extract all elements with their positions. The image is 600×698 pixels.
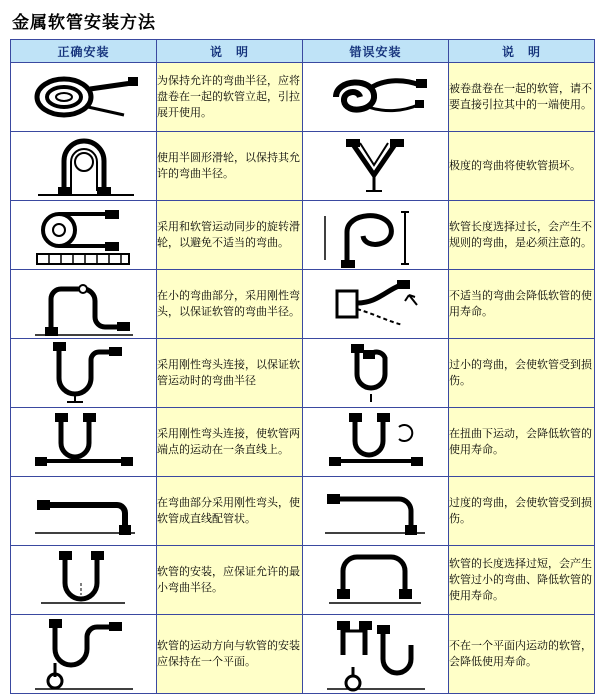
different-plane-motion-icon bbox=[313, 615, 439, 693]
wrong-illustration-name bbox=[376, 693, 377, 694]
header-correct-installation: 正确安装 bbox=[11, 40, 157, 63]
wrong-illustration-cell bbox=[303, 615, 449, 694]
rotating-sheave-chain-icon bbox=[21, 202, 147, 268]
table-header-row bbox=[11, 40, 595, 63]
excess-length-small-bend-icon bbox=[313, 549, 439, 611]
rigid-elbow-u-loop-icon bbox=[21, 340, 147, 406]
over-bend-hose-icon bbox=[313, 483, 439, 539]
semicircular-sheave-icon bbox=[24, 135, 144, 197]
wrong-description: 极度的弯曲将使软管损坏。 bbox=[449, 132, 595, 201]
twisted-u-hose-icon bbox=[313, 411, 439, 473]
correct-illustration-name bbox=[84, 197, 85, 198]
correct-illustration-cell bbox=[11, 270, 157, 339]
wrong-illustration-cell bbox=[303, 408, 449, 477]
coiled-hose-pulled-icon bbox=[316, 67, 436, 127]
table-body bbox=[11, 63, 595, 694]
wrong-illustration-cell bbox=[303, 339, 449, 408]
header-wrong-description: 说 明 bbox=[449, 40, 595, 63]
correct-illustration-cell bbox=[11, 408, 157, 477]
same-plane-motion-icon bbox=[21, 615, 147, 693]
correct-illustration-cell bbox=[11, 339, 157, 408]
page-title: 金属软管安装方法 bbox=[12, 13, 156, 33]
table-row bbox=[11, 477, 595, 546]
correct-illustration-cell bbox=[11, 615, 157, 694]
correct-illustration-cell bbox=[11, 63, 157, 132]
table-row bbox=[11, 339, 595, 408]
hose-installation-table bbox=[10, 39, 595, 694]
correct-illustration-name bbox=[84, 611, 85, 612]
wrong-description: 在扭曲下运动，会降低软管的使用寿命。 bbox=[449, 408, 595, 477]
table-row bbox=[11, 63, 595, 132]
table-row bbox=[11, 132, 595, 201]
correct-description: 采用刚性弯头连接，以保证软管运动时的弯曲半径 bbox=[157, 339, 303, 408]
correct-description: 采用刚性弯头连接，使软管两端点的运动在一条直线上。 bbox=[157, 408, 303, 477]
wrong-description: 被卷盘卷在一起的软管，请不要直接引拉其中的一端使用。 bbox=[449, 63, 595, 132]
correct-illustration-name bbox=[84, 127, 85, 128]
correct-description: 在弯曲部分采用刚性弯头，使软管成直线配管状。 bbox=[157, 477, 303, 546]
correct-illustration-name bbox=[84, 539, 85, 540]
table-row bbox=[11, 408, 595, 477]
correct-illustration-cell bbox=[11, 546, 157, 615]
rigid-elbow-straight-line-icon bbox=[21, 411, 147, 473]
correct-illustration-name bbox=[84, 473, 85, 474]
wrong-description: 不适当的弯曲会降低软管的使用寿命。 bbox=[449, 270, 595, 339]
correct-illustration-name bbox=[84, 693, 85, 694]
long-loop-hose-icon bbox=[313, 202, 439, 268]
table-row bbox=[11, 615, 595, 694]
wrong-description: 软管长度选择过长，会产生不规则的弯曲，是必须注意的。 bbox=[449, 201, 595, 270]
wrong-description: 过度的弯曲，会使软管受到损伤。 bbox=[449, 477, 595, 546]
correct-description: 采用和软管运动同步的旋转滑轮，以避免不适当的弯曲。 bbox=[157, 201, 303, 270]
table-row bbox=[11, 546, 595, 615]
wrong-illustration-name bbox=[376, 473, 377, 474]
wrong-illustration-cell bbox=[303, 63, 449, 132]
wrong-description: 过小的弯曲，会使软管受到损伤。 bbox=[449, 339, 595, 408]
wrong-illustration-name bbox=[376, 127, 377, 128]
correct-illustration-cell bbox=[11, 201, 157, 270]
sharp-v-bend-icon bbox=[316, 135, 436, 197]
wrong-description: 不在一个平面内运动的软管，会降低使用寿命。 bbox=[449, 615, 595, 694]
wrong-illustration-name bbox=[376, 539, 377, 540]
coiled-hose-flat-icon bbox=[24, 67, 144, 127]
wrong-illustration-cell bbox=[303, 270, 449, 339]
header-wrong-installation: 错误安装 bbox=[303, 40, 449, 63]
too-small-bend-icon bbox=[313, 340, 439, 406]
correct-description: 在小的弯曲部分，采用刚性弯头，以保证软管的弯曲半径。 bbox=[157, 270, 303, 339]
table-header bbox=[11, 40, 595, 63]
straight-pipe-rigid-elbow-icon bbox=[21, 483, 147, 539]
correct-description: 使用半圆形滑轮，以保持其允许的弯曲半径。 bbox=[157, 132, 303, 201]
wrong-illustration-name bbox=[376, 197, 377, 198]
wrong-illustration-cell bbox=[303, 477, 449, 546]
wrong-illustration-name bbox=[376, 611, 377, 612]
wrong-description: 软管的长度选择过短，会产生软管过小的弯曲、降低软管的使用寿命。 bbox=[449, 546, 595, 615]
wrong-illustration-cell bbox=[303, 132, 449, 201]
improper-bend-fitting-icon bbox=[313, 271, 439, 337]
wrong-illustration-cell bbox=[303, 546, 449, 615]
minimum-bend-radius-icon bbox=[21, 549, 147, 611]
table-row bbox=[11, 201, 595, 270]
correct-description: 软管的安装，应保证允许的最小弯曲半径。 bbox=[157, 546, 303, 615]
correct-description: 为保持允许的弯曲半径，应将盘卷在一起的软管立起，引拉展开使用。 bbox=[157, 63, 303, 132]
correct-illustration-cell bbox=[11, 132, 157, 201]
table-row bbox=[11, 270, 595, 339]
wrong-illustration-cell bbox=[303, 201, 449, 270]
header-correct-description: 说 明 bbox=[157, 40, 303, 63]
correct-description: 软管的运动方向与软管的安装应保持在一个平面。 bbox=[157, 615, 303, 694]
rigid-elbow-small-bend-icon bbox=[21, 271, 147, 337]
correct-illustration-cell bbox=[11, 477, 157, 546]
